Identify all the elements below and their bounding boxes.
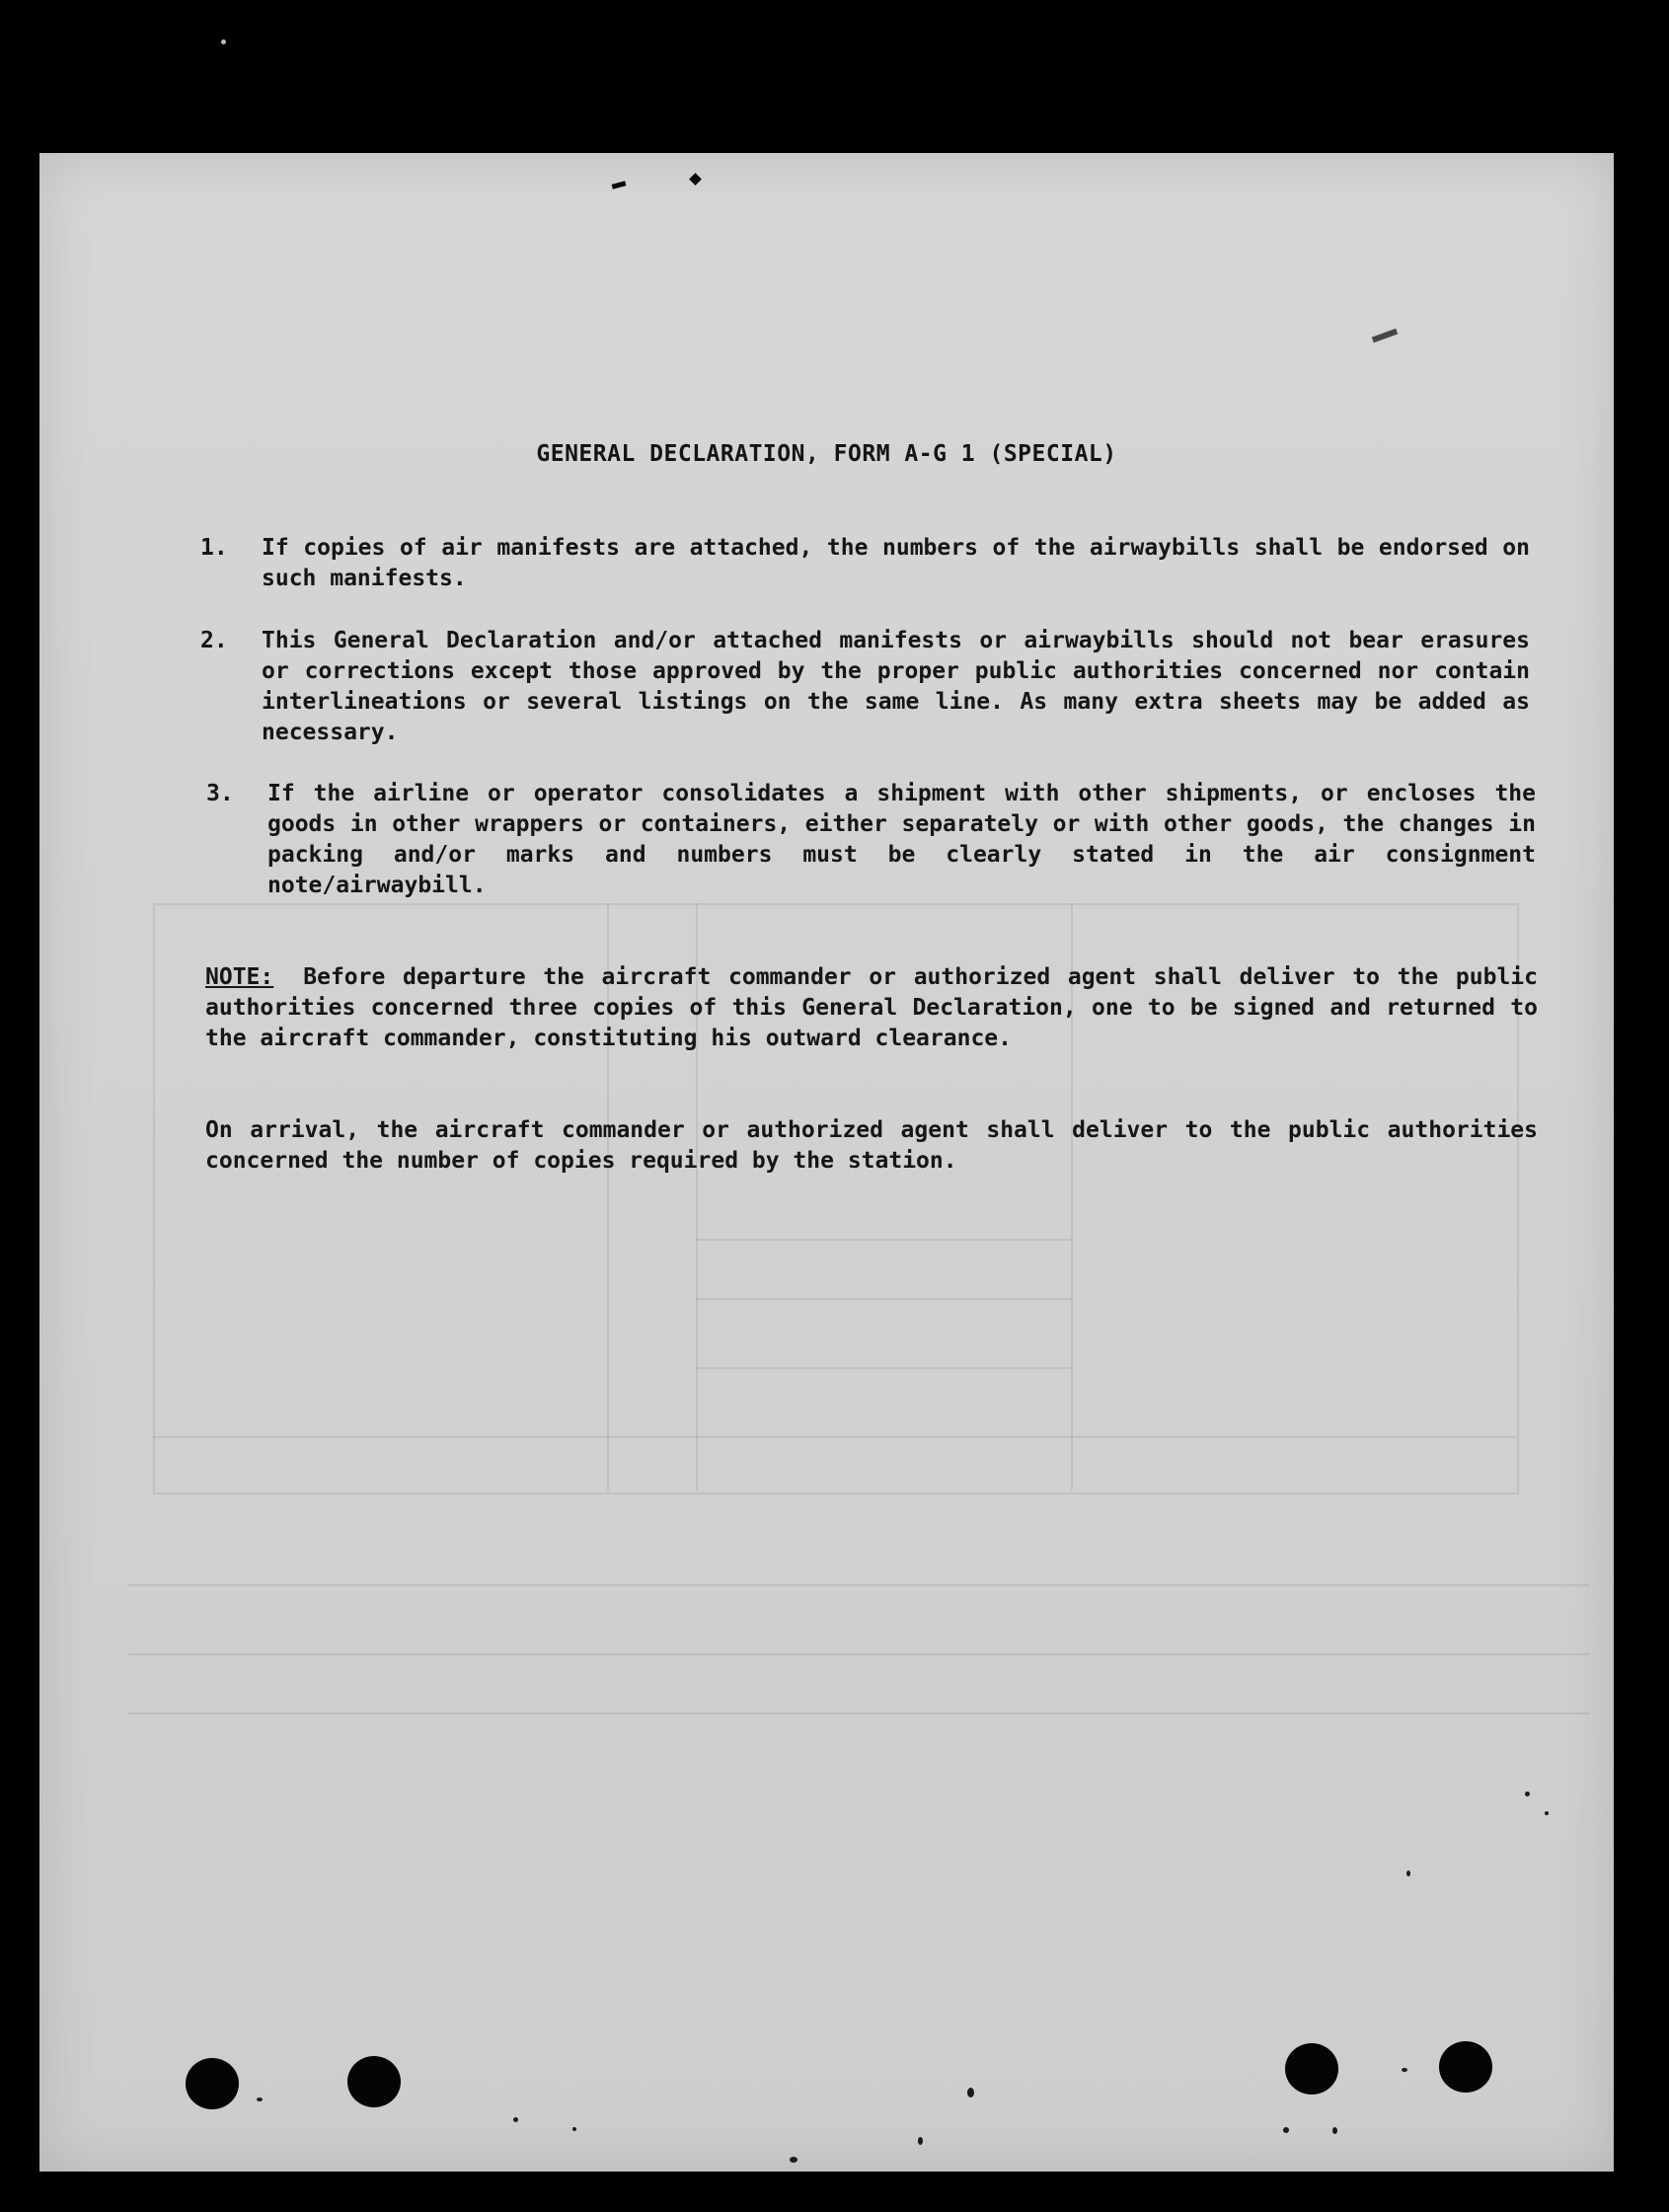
scan-speck [257, 2098, 263, 2101]
note-label: NOTE: [205, 964, 274, 990]
ghost-form-divider [153, 1436, 1515, 1438]
document-page [39, 153, 1614, 2172]
scan-speck [221, 39, 226, 44]
item-number: 2. [200, 628, 228, 653]
scan-speck [1402, 2068, 1407, 2072]
item-number: 3. [206, 781, 234, 806]
arrival-paragraph: On arrival, the aircraft commander or authorized agent shall deliver to the public authorities concerned the number of copies required by the station. [205, 1117, 1538, 1174]
punch-hole [347, 2056, 401, 2107]
list-item [200, 533, 1530, 594]
punch-hole [1285, 2043, 1338, 2095]
scan-speck [572, 2127, 576, 2131]
item-text: If the airline or operator consolidates a shipment with other shipments, or encloses the goods in other wrappers or containers, either separately or with other goods, the changes in packing and/or marks and numbers must be clearly stated in the air consignment note/airwaybill. [267, 781, 1536, 898]
scan-mark [1372, 329, 1398, 343]
scan-mark [612, 181, 627, 189]
scan-mark [689, 173, 702, 186]
scan-speck [513, 2117, 518, 2122]
scan-speck [1545, 1811, 1549, 1815]
page-title: GENERAL DECLARATION, FORM A-G 1 (SPECIAL) [536, 441, 1117, 467]
list-item [200, 626, 1530, 748]
ghost-rule [128, 1584, 1589, 1586]
item-number: 1. [200, 535, 228, 561]
ghost-form-divider [696, 1298, 1071, 1300]
scan-speck [1283, 2127, 1289, 2133]
punch-hole [186, 2058, 239, 2109]
scan-speck [918, 2137, 923, 2145]
ghost-rule [128, 1713, 1589, 1715]
scan-speck [790, 2157, 797, 2163]
scan-speck [1525, 1792, 1530, 1796]
ghost-heading [484, 1969, 501, 2042]
note-paragraph [205, 962, 1538, 1054]
scan-speck [967, 2088, 974, 2098]
note-text: Before departure the aircraft commander or authorized agent shall deliver to the public authorities concerned three copies of this General Declaration, one to be signed and returned to the aircraft commander, constituting his outward clearance. [205, 964, 1538, 1051]
ghost-form-divider [696, 1367, 1071, 1369]
ghost-rule [128, 1653, 1589, 1655]
ghost-form-divider [696, 1239, 1071, 1241]
item-text: If copies of air manifests are attached, the numbers of the airwaybills shall be endorsed on such manifests. [262, 535, 1530, 591]
scan-speck [1406, 1870, 1410, 1876]
scan-speck [1332, 2127, 1337, 2134]
list-item [206, 779, 1536, 901]
punch-hole [1439, 2041, 1492, 2093]
item-text: This General Declaration and/or attached manifests or airwaybills should not bear erasures or corrections except those approved by the proper public authorities concerned nor contain interlineations or several listings on the same line. As many extra sheets may be added as necessary. [262, 628, 1530, 745]
